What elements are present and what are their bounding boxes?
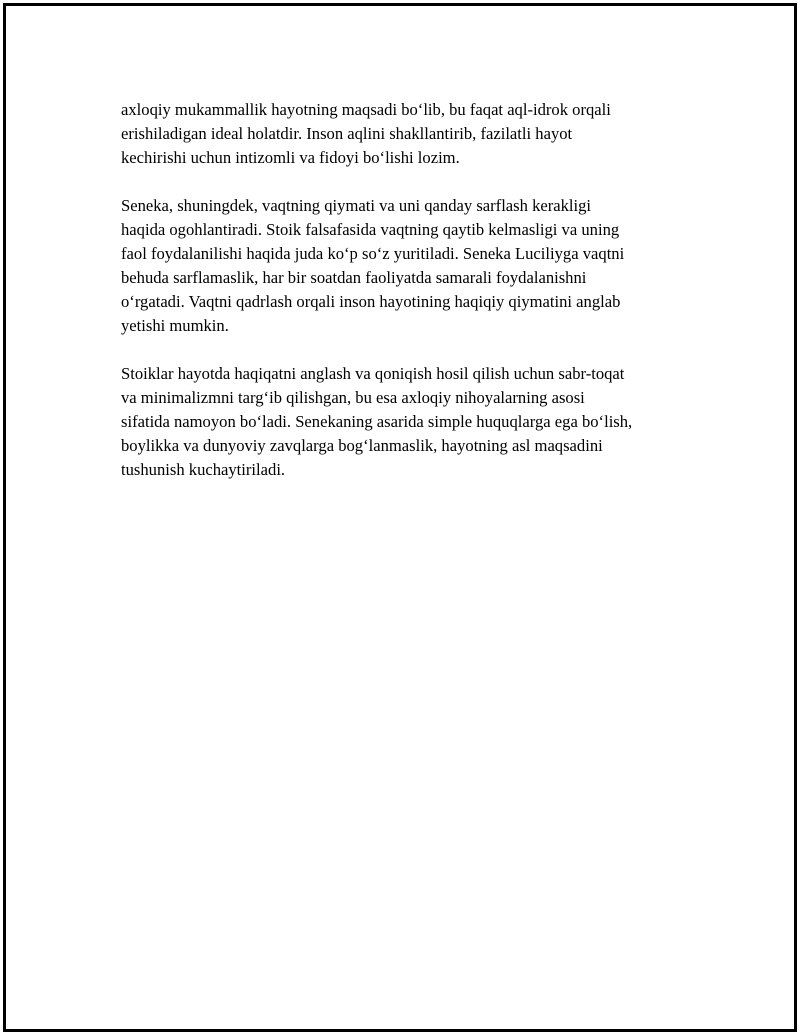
paragraph-line: sifatida namoyon bo‘ladi. Senekaning asarida simple huquqlarga ega bo‘lish, — [121, 412, 633, 431]
document-page — [3, 3, 797, 1032]
paragraph-line: o‘rgatadi. Vaqtni qadrlash orqali inson hayotining haqiqiy qiymatini anglab — [121, 292, 621, 311]
paragraph-line: faol foydalanilishi haqida juda ko‘p so‘z yuritiladi. Seneka Luciliyga vaqtni — [121, 244, 625, 263]
paragraph-line: behuda sarflamaslik, har bir soatdan faoliyatda samarali foydalanishni — [121, 268, 587, 287]
document-body — [121, 98, 706, 506]
paragraph-line: va minimalizmni targ‘ib qilishgan, bu esa axloqiy nihoyalarning asosi — [121, 388, 585, 407]
paragraph-line: kechirishi uchun intizomli va fidoyi bo‘lishi lozim. — [121, 148, 460, 167]
paragraph-line: yetishi mumkin. — [121, 316, 229, 335]
paragraph-line: Stoiklar hayotda haqiqatni anglash va qoniqish hosil qilish uchun sabr-toqat — [121, 364, 625, 383]
paragraph-2 — [121, 194, 706, 338]
paragraph-line: erishiladigan ideal holatdir. Inson aqlini shakllantirib, fazilatli hayot — [121, 124, 573, 143]
paragraph-line: boylikka va dunyoviy zavqlarga bog‘lanmaslik, hayotning asl maqsadini — [121, 436, 603, 455]
paragraph-line: Seneka, shuningdek, vaqtning qiymati va uni qanday sarflash kerakligi — [121, 196, 592, 215]
paragraph-line: tushunish kuchaytiriladi. — [121, 460, 286, 479]
paragraph-line: haqida ogohlantiradi. Stoik falsafasida vaqtning qaytib kelmasligi va uning — [121, 220, 620, 239]
paragraph-line: axloqiy mukammallik hayotning maqsadi bo‘lib, bu faqat aql-idrok orqali — [121, 100, 611, 119]
paragraph-1 — [121, 98, 706, 170]
paragraph-3 — [121, 362, 706, 482]
